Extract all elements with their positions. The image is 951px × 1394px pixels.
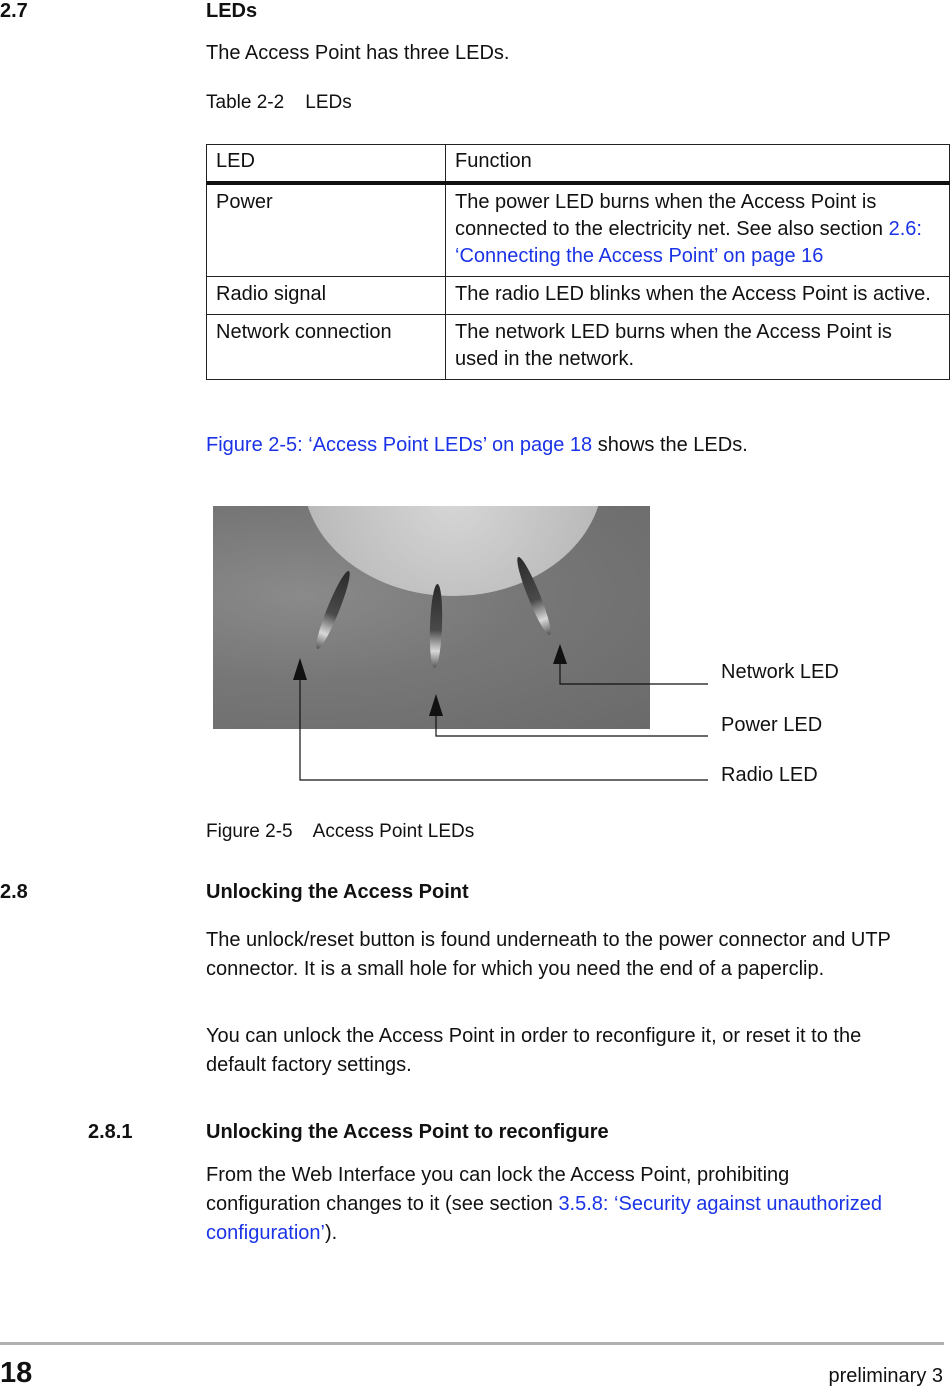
subsection-title: Unlocking the Access Point to reconfigure xyxy=(206,1121,609,1143)
section-title: Unlocking the Access Point xyxy=(206,881,469,903)
radio-arrowhead-icon xyxy=(293,658,307,680)
function-text: The power LED burns when the Access Point is connected to the electricity net. See also section xyxy=(455,191,889,240)
power-arrowhead-icon xyxy=(429,694,443,716)
paragraph-text-end: ). xyxy=(324,1222,338,1244)
table-cell-led: Radio signal xyxy=(207,277,446,315)
paragraph: The unlock/reset button is found underneath to the power connector and UTP connector. It is a small hole for which you need the end of a paperclip. xyxy=(206,929,891,980)
figure-reference-link[interactable]: Figure 2-5: ‘Access Point LEDs’ on page 18 xyxy=(206,434,593,456)
network-arrowhead-icon xyxy=(553,644,567,664)
table-cell-led: Network connection xyxy=(207,315,446,380)
figure-reference-text: shows the LEDs. xyxy=(592,434,748,456)
footer-rule xyxy=(0,1342,944,1345)
page-number: 18 xyxy=(0,1357,33,1389)
paragraph xyxy=(206,1161,896,1248)
footer-status: preliminary 3 xyxy=(828,1365,943,1387)
cross-reference-link[interactable]: 2.6: ‘Connecting the Access Point’ on page 16 xyxy=(455,218,922,267)
radio-callout-line xyxy=(300,676,708,780)
table-header-led: LED xyxy=(207,145,446,184)
table-cell-function: The network LED burns when the Access Point is used in the network. xyxy=(446,315,950,380)
table-cell-function: The radio LED blinks when the Access Point is active. xyxy=(446,277,950,315)
paragraph-text: From the Web Interface you can lock the Access Point, prohibiting configuration changes to it (see section xyxy=(206,1164,790,1215)
table-header-function: Function xyxy=(446,145,950,184)
section-number: 2.8 xyxy=(0,881,28,903)
figure-caption: Figure 2-5 Access Point LEDs xyxy=(206,821,475,842)
paragraph: You can unlock the Access Point in order to reconfigure it, or reset it to the default factory settings. xyxy=(206,1025,862,1076)
section-title: LEDs xyxy=(206,0,258,22)
section-number: 2.7 xyxy=(0,0,28,22)
power-callout-line xyxy=(436,710,708,736)
intro-paragraph: The Access Point has three LEDs. xyxy=(206,42,510,64)
table-cell-led: Power xyxy=(207,183,446,277)
network-callout-line xyxy=(560,660,708,684)
network-led-label: Network LED xyxy=(721,661,839,683)
cross-reference-link[interactable]: 3.5.8: ‘Security against unauthorized configuration’ xyxy=(206,1193,882,1244)
radio-led-label: Radio LED xyxy=(721,764,818,786)
subsection-number: 2.8.1 xyxy=(88,1121,133,1143)
table-caption: Table 2-2 LEDs xyxy=(206,92,352,113)
power-led-label: Power LED xyxy=(721,714,823,736)
